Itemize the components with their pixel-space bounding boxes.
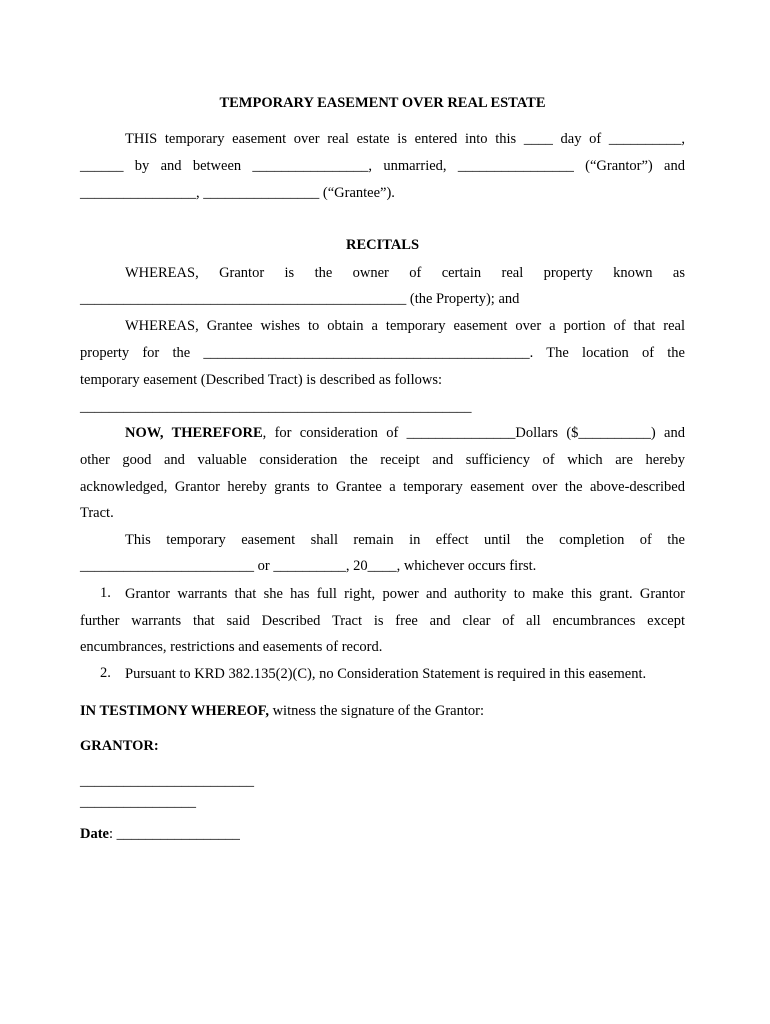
date-line (80, 825, 685, 843)
intro-line-3: ________________, ________________ (“Grantee”). (80, 185, 395, 201)
item-1-line-1: Grantor warrants that she has full right, power and authority to make this grant. Grantor (125, 586, 685, 602)
now-therefore-line-3: acknowledged, Grantor hereby grants to Grantee a temporary easement over the above-described (80, 479, 685, 495)
whereas2-line-2: property for the _____________________________________________. The location of the (80, 345, 685, 361)
whereas1-line-2: _____________________________________________ (the Property); and (80, 291, 520, 307)
recitals-heading: RECITALS (345, 237, 420, 253)
described-tract-blank: ______________________________________________________ (80, 399, 472, 415)
item-1-number: 1. (100, 585, 111, 601)
whereas2-line-3: temporary easement (Described Tract) is described as follows: (80, 372, 442, 388)
whereas2-line-1: WHEREAS, Grantee wishes to obtain a temporary easement over a portion of that real (125, 318, 685, 334)
now-therefore-label: NOW, THEREFORE (125, 425, 263, 441)
item-1-line-3: encumbrances, restrictions and easements of record. (80, 639, 383, 655)
intro-line-1: THIS temporary easement over real estate is entered into this ____ day of __________, (125, 131, 685, 147)
whereas1-line-1: WHEREAS, Grantor is the owner of certain real property known as (125, 265, 685, 281)
grantor-signature-line-2: ________________ (80, 794, 196, 810)
now-therefore-line-1 (125, 424, 685, 442)
grantor-label: GRANTOR: (80, 738, 159, 754)
testimony-line (80, 702, 685, 720)
testimony-text: witness the signature of the Grantor: (268, 703, 484, 719)
grantor-signature-line-1: ________________________ (80, 773, 254, 789)
date-blank: : _________________ (109, 826, 240, 842)
now-therefore-line-1-text: , for consideration of _______________Dollars ($__________) and (262, 425, 685, 441)
now-therefore-line-4: Tract. (80, 505, 114, 521)
intro-line-2: ______ by and between ________________, unmarried, ________________ (“Grantor”) and (80, 158, 685, 174)
item-1-line-2: further warrants that said Described Tract is free and clear of all encumbrances except (80, 613, 685, 629)
testimony-label: IN TESTIMONY WHEREOF, (80, 703, 269, 719)
document-title: TEMPORARY EASEMENT OVER REAL ESTATE (219, 95, 546, 111)
item-2-number: 2. (100, 665, 111, 681)
date-label: Date (80, 826, 109, 842)
duration-line-2: ________________________ or __________, 20____, whichever occurs first. (80, 558, 537, 574)
item-2-line-1: Pursuant to KRD 382.135(2)(C), no Consideration Statement is required in this easement. (125, 666, 647, 682)
duration-line-1: This temporary easement shall remain in effect until the completion of the (125, 532, 685, 548)
now-therefore-line-2: other good and valuable consideration the receipt and sufficiency of which are hereby (80, 452, 685, 468)
